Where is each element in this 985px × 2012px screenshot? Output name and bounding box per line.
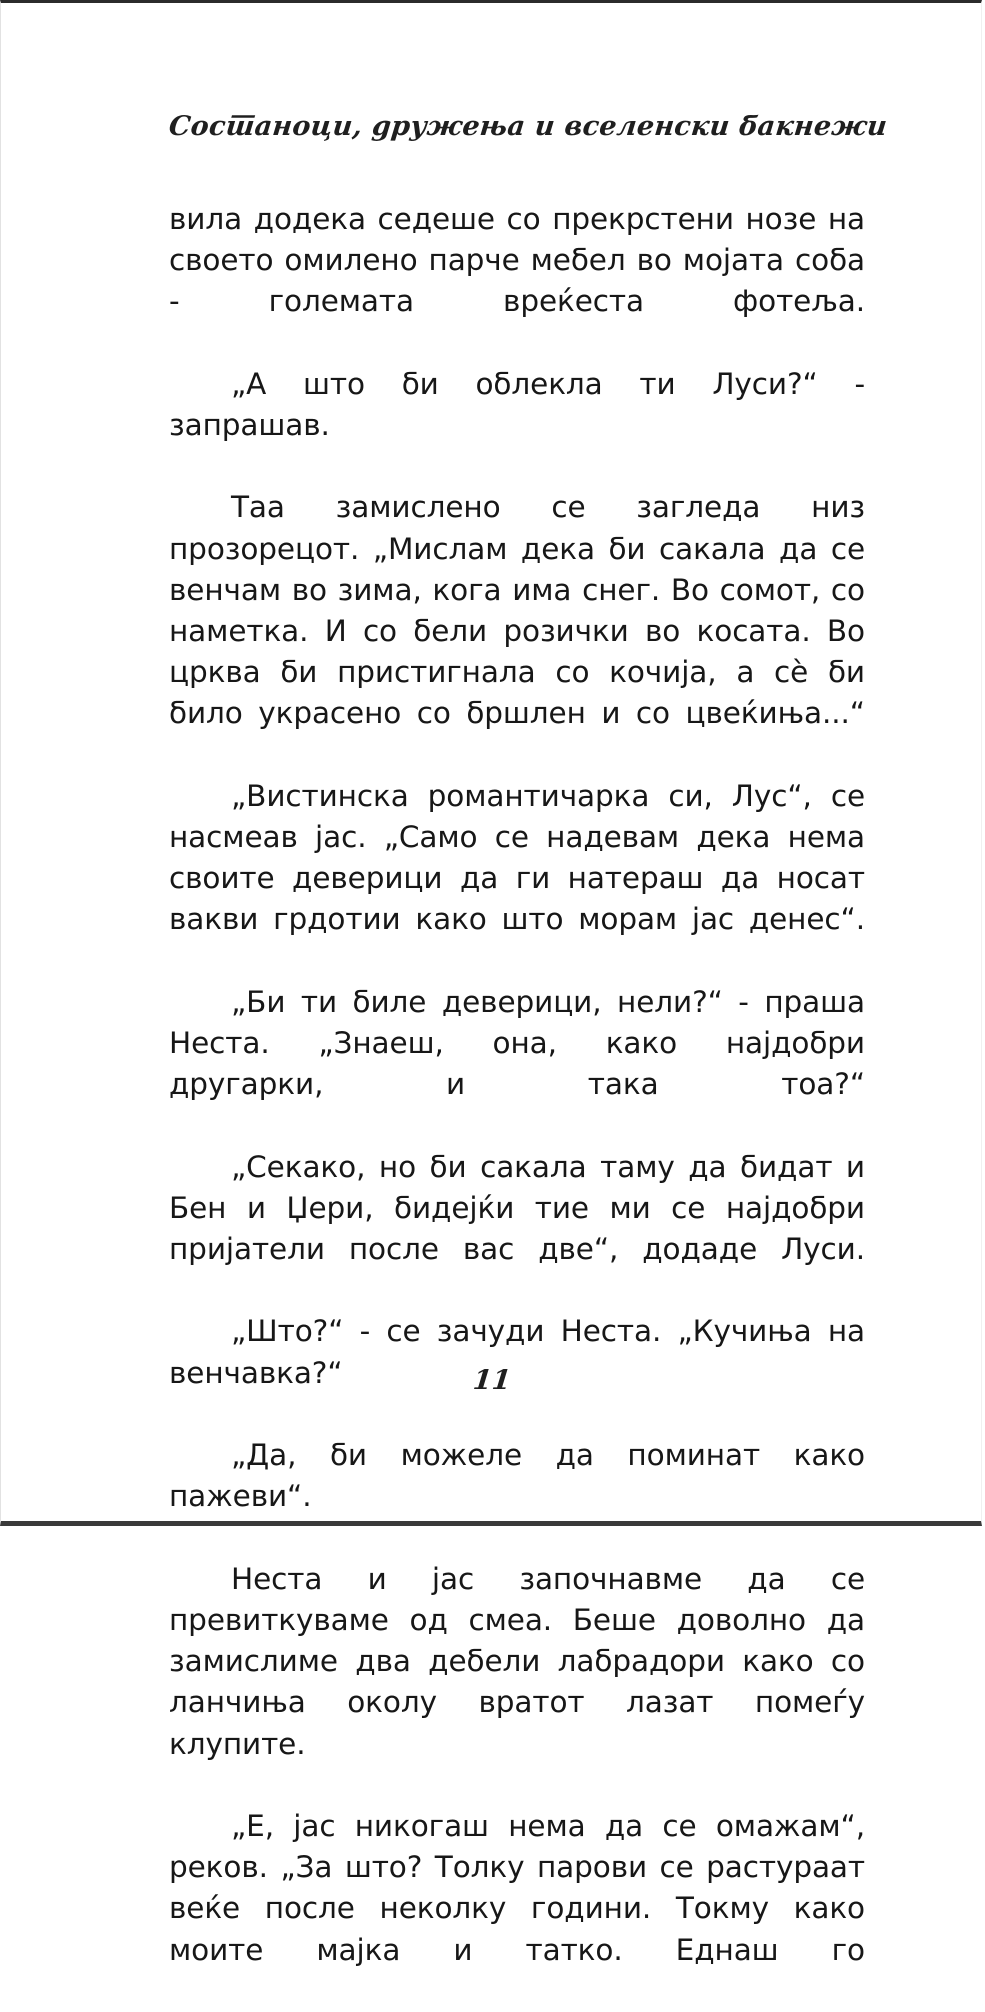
page-number: 11 [471, 1365, 513, 1396]
body-text-column [169, 199, 865, 2012]
paragraph: „Вистинска романтичарка си, Лус“, се насмеав јас. „Само се надевам дека нема своите деверици да ги натераш да носат вакви грдотии како што морам јас денес“. [169, 778, 865, 937]
paragraph: „Би ти биле деверици, нели?“ - праша Неста. „Знаеш, она, како најдобри другарки, и така тоа?“ [169, 984, 865, 1102]
paragraph: „Што?“ - се зачуди Неста. „Кучиња на венчавка?“ [169, 1314, 865, 1390]
paragraph: „А што би облекла ти Луси?“ - запрашав. [169, 366, 865, 443]
paragraph: „Да, би можеле да поминат како пажеви“. [169, 1438, 865, 1514]
paragraph: Таа замислено се загледа низ прозорецот. „Мислам дека би сакала да се венчам во зима, кога има снег. Во сомот, со наметка. И со бели розички во косата. Во црква би пристигнала со кочија, а сѐ би било украсено со бршлен и со цвеќиња...“ [169, 490, 865, 731]
running-header-title: Состаноци, дружења и вселенски бакнежи [167, 111, 889, 142]
paragraph: „Е, јас никогаш нема да се омажам“, реков. „За што? Толку парови се растураат веќе после неколку години. Токму како моите мајка и татко. Еднаш го [169, 1808, 865, 1967]
paragraph: „Секако, но би сакала таму да бидат и Бен и Џери, бидејќи тие ми се најдобри пријатели после вас две“, додаде Луси. [169, 1149, 865, 1267]
paragraph: Неста и јас започнавме да се превиткуваме од смеа. Беше доволно да замислиме два дебели лабрадори како со ланчиња околу вратот лазат помеѓу клупите. [169, 1561, 865, 1761]
paragraph: вила додека седеше со прекрстени нозе на своето омилено парче мебел во мојата соба - големата вреќеста фотеља. [169, 202, 865, 319]
